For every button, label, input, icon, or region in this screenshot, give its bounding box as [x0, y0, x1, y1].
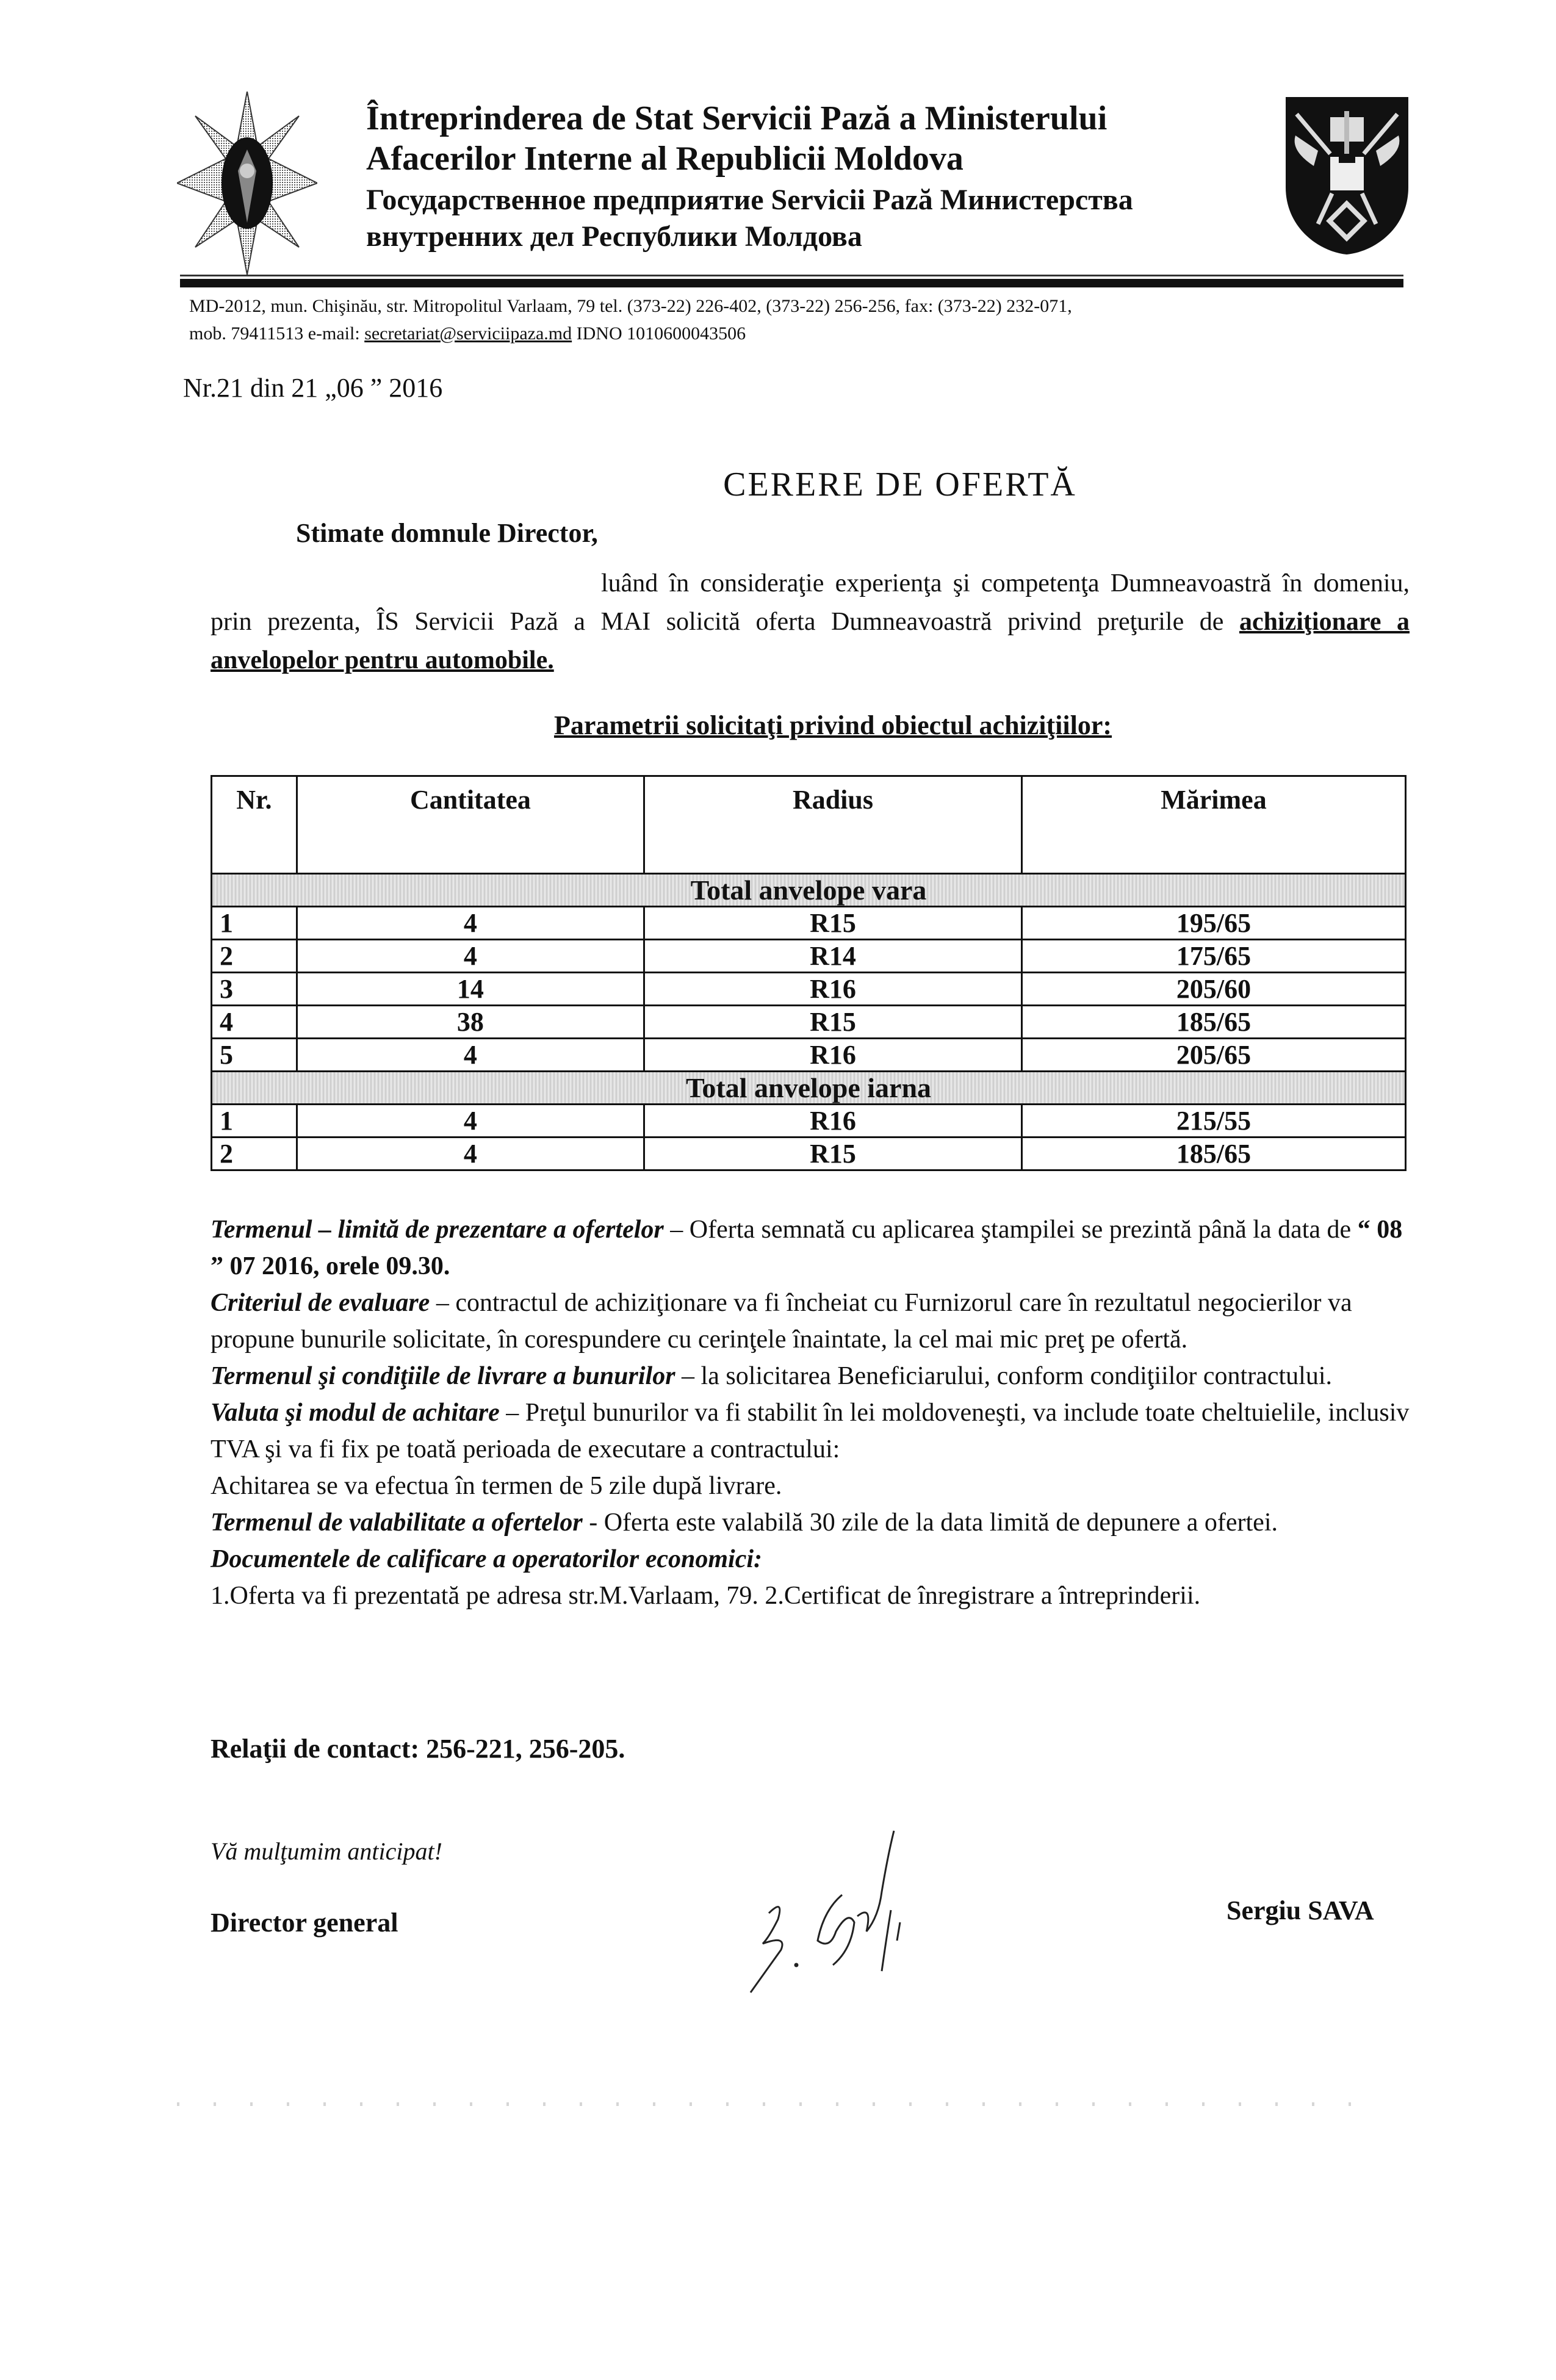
term-label: Valuta şi modul de achitare: [211, 1399, 500, 1427]
header-radius: Radius: [644, 776, 1022, 874]
cell-size: 185/65: [1021, 1138, 1405, 1170]
coat-of-arms-shield-icon: [1284, 96, 1410, 256]
cell-quantity: 4: [297, 907, 644, 940]
cell-nr: 2: [212, 940, 297, 973]
letterhead-divider: [180, 279, 1403, 287]
term-text: – la solicitarea Beneficiarului, conform condiţiilor contractului.: [675, 1362, 1333, 1390]
deadline-date: “ 08 ” 07 2016, orele 09.30.: [211, 1216, 1403, 1280]
term-label: Termenul – limită de prezentare a ofertelor: [211, 1216, 664, 1244]
cell-radius: R16: [644, 1105, 1022, 1138]
term-docs: [211, 1541, 1416, 1578]
table-row: [212, 1039, 1406, 1072]
term-text: – Preţul bunurilor va fi stabilit în lei moldoveneşti, va include toate cheltuielile, inclusiv TVA şi va fi fix pe toată perioada de executare a contractului:: [211, 1399, 1410, 1463]
term-payment-schedule: Achitarea se va efectua în termen de 5 zile după livrare.: [211, 1472, 782, 1500]
table-row: [212, 1006, 1406, 1039]
cell-size: 175/65: [1021, 940, 1405, 973]
org-name-ro-line2: Afacerilor Interne al Republicii Moldova: [366, 140, 963, 178]
signature-icon: [726, 1819, 982, 2002]
cell-radius: R16: [644, 1039, 1022, 1072]
term-text: – Oferta semnată cu aplicarea ştampilei se prezintă până la data de: [663, 1216, 1358, 1244]
cell-quantity: 4: [297, 940, 644, 973]
table-row: [212, 940, 1406, 973]
tire-requirements-table: [211, 775, 1407, 1171]
cell-radius: R16: [644, 973, 1022, 1006]
signatory-role: Director general: [211, 1908, 398, 1938]
term-label: Termenul de valabilitate a ofertelor: [211, 1509, 583, 1537]
term-deadline: [211, 1211, 1416, 1285]
cell-nr: 5: [212, 1039, 297, 1072]
intro-paragraph: [211, 564, 1410, 680]
document-number: Nr.21 din 21 „06 ” 2016: [183, 373, 443, 403]
term-label: Criteriul de evaluare: [211, 1289, 430, 1317]
term-text: – contractul de achiziţionare va fi încheiat cu Furnizorul care în rezultatul negocierilor va propune bunurile solicitate, în corespundere cu cerinţele înaintate, la cel mai mic preţ pe ofertă.: [211, 1289, 1352, 1354]
cell-size: 185/65: [1021, 1006, 1405, 1039]
org-name-ru-line1: Государственное предприятие Servicii Pază Министерства: [366, 184, 1133, 216]
header-size: Mărimea: [1021, 776, 1405, 874]
term-criteria: [211, 1285, 1416, 1358]
term-text: - Oferta este valabilă 30 zile de la data limită de depunere a ofertei.: [582, 1509, 1278, 1537]
parameters-title: Parametrii solicitaţi privind obiectul achiziţiilor:: [553, 710, 1112, 740]
cell-quantity: 4: [297, 1138, 644, 1170]
greeting: Stimate domnule Director,: [296, 518, 598, 548]
cell-size: 205/65: [1021, 1039, 1405, 1072]
idno-text: IDNO 1010600043506: [572, 323, 746, 344]
thanks-note: Vă mulţumim anticipat!: [211, 1837, 442, 1865]
group-title: Total anvelope iarna: [212, 1072, 1406, 1105]
star-emblem-icon: [177, 92, 317, 275]
table-row: [212, 973, 1406, 1006]
term-delivery: [211, 1358, 1416, 1394]
term-label: Documentele de calificare a operatorilor economici:: [211, 1545, 762, 1573]
group-title: Total anvelope vara: [212, 874, 1406, 907]
cell-size: 195/65: [1021, 907, 1405, 940]
email-link[interactable]: secretariat@serviciipaza.md: [364, 323, 572, 344]
document-title: CERERE DE OFERTĂ: [723, 466, 1077, 503]
cell-nr: 1: [212, 1105, 297, 1138]
table-row: [212, 1138, 1406, 1170]
org-name-ro-line1: Întreprinderea de Stat Servicii Pază a Ministerului: [366, 99, 1108, 137]
term-label: Termenul şi condiţiile de livrare a bunurilor: [211, 1362, 675, 1390]
intro-emphasis: achiziţionare a anvelopelor pentru automobile.: [211, 608, 1410, 674]
org-name-ru-line2: внутренних дел Республики Молдова: [366, 220, 862, 253]
contact-info: Relaţii de contact: 256-221, 256-205.: [211, 1734, 625, 1764]
cell-nr: 1: [212, 907, 297, 940]
intro-text: luând în consideraţie experienţa şi competenţa Dumneavoastră în domeniu, prin prezenta, ÎS Servicii Pază a MAI solicită oferta Dumneavoastră privind preţurile de: [211, 569, 1410, 636]
table-row: [212, 907, 1406, 940]
cell-quantity: 4: [297, 1039, 644, 1072]
cell-radius: R15: [644, 1138, 1022, 1170]
cell-quantity: 14: [297, 973, 644, 1006]
term-docs-list: 1.Oferta va fi prezentată pe adresa str.M.Varlaam, 79. 2.Certificat de înregistrare a întreprinderii.: [211, 1582, 1201, 1610]
cell-radius: R15: [644, 1006, 1022, 1039]
table-row: [212, 1105, 1406, 1138]
term-validity: [211, 1504, 1416, 1541]
cell-radius: R14: [644, 940, 1022, 973]
contact-line: [189, 323, 746, 344]
signatory-name: Sergiu SAVA: [1226, 1895, 1374, 1925]
cell-radius: R15: [644, 907, 1022, 940]
cell-nr: 3: [212, 973, 297, 1006]
table-header-row: [212, 776, 1406, 874]
cell-size: 205/60: [1021, 973, 1405, 1006]
group-row-summer: [212, 874, 1406, 907]
address-line: MD-2012, mun. Chişinău, str. Mitropolitul Varlaam, 79 tel. (373-22) 226-402, (373-22) 256-256, fax: (373-22) 232-071,: [189, 296, 1072, 316]
cell-size: 215/55: [1021, 1105, 1405, 1138]
mobile-label: mob. 79411513 e-mail:: [189, 323, 365, 344]
cell-quantity: 4: [297, 1105, 644, 1138]
letterhead-divider-thin: [180, 275, 1403, 276]
scan-artifact-line: [177, 2102, 1367, 2106]
terms-section: [211, 1211, 1416, 1614]
cell-quantity: 38: [297, 1006, 644, 1039]
cell-nr: 2: [212, 1138, 297, 1170]
header-quantity: Cantitatea: [297, 776, 644, 874]
cell-nr: 4: [212, 1006, 297, 1039]
term-payment: [211, 1394, 1416, 1468]
group-row-winter: [212, 1072, 1406, 1105]
header-nr: Nr.: [212, 776, 297, 874]
